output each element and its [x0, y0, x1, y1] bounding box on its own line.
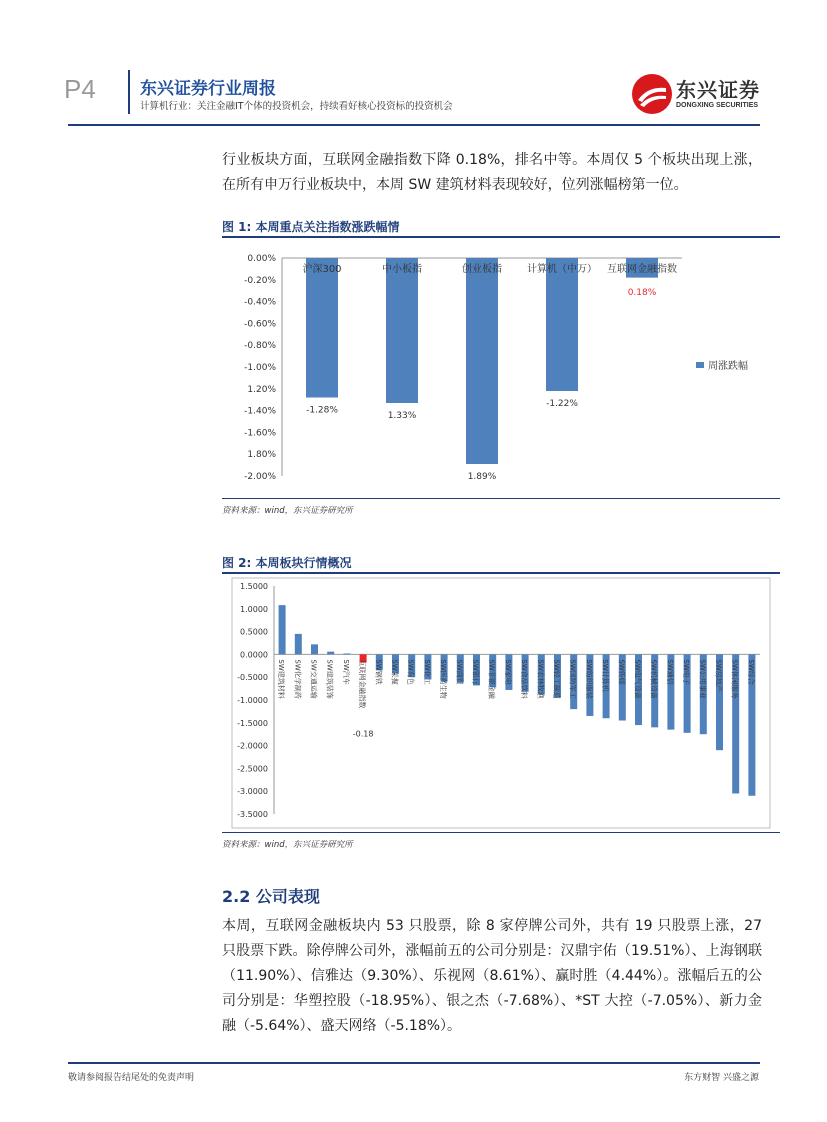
fig2-bar — [327, 652, 334, 655]
fig1-chart — [222, 240, 780, 496]
fig2-bar — [279, 605, 286, 654]
fig2-bar — [311, 644, 318, 654]
fig1-category-label: 创业板指 — [462, 264, 502, 275]
fig1-ytick-label: 0.00% — [247, 254, 276, 264]
fig1-bar — [546, 258, 578, 391]
fig2-category-label: SW商贸 — [455, 659, 464, 685]
fig1-bar — [386, 258, 418, 403]
fig2-ytick-label: -1.5000 — [237, 718, 268, 728]
fig1-data-label: -1.28% — [306, 405, 338, 416]
fig1-bar — [306, 258, 338, 398]
fig2-category-label: SW公用事业 — [698, 659, 707, 699]
fig2-title-rule — [222, 572, 780, 574]
fig2-category-label: SW农林牧渔 — [536, 659, 545, 699]
fig1-category-label: 中小板指 — [382, 264, 422, 275]
fig2-category-label: SW有色 — [406, 659, 415, 685]
fig2-category-label: SW计算机 — [601, 659, 610, 692]
header-divider — [128, 70, 130, 114]
fig1-ytick-label: -0.40% — [244, 297, 276, 308]
fig2-source: 资料来源：wind，东兴证券研究所 — [222, 840, 353, 850]
fig2-category-label: SW家电 — [503, 659, 512, 685]
section-heading: 2.2 公司表现 — [222, 887, 320, 906]
fig1-data-label: -1.22% — [546, 398, 578, 409]
fig2-category-label: SW电子 — [682, 659, 691, 685]
logo-text: 东兴证券 — [676, 78, 760, 102]
fig2-category-label: SW建筑装饰 — [325, 659, 334, 699]
fig1-source: 资料来源：wind，东兴证券研究所 — [222, 506, 353, 516]
logo-emblem-icon — [630, 72, 674, 116]
section-paragraph: 本周，互联网金融板块内 53 只股票，除 8 家停牌公司外，共有 19 只股票上涨，27 只股票下跌。除停牌公司外，涨幅前五的公司分别是：汉鼎宇佑（19.51%）、上海钢联（11.90%）、信雅达（9.30%）、乐视网（8.61%）、赢时胜（4.44%）。涨幅后五的公司分别是：华塑控股（-18.95%）、银之杰（-7.68%）、*ST 大控（-7.05%）、新力金融（-5.64%）、盛天网络（-5.18%）。 — [222, 918, 762, 1034]
fig2-title: 图 2: 本周板块行情概况 — [222, 556, 352, 570]
fig2-bar — [295, 634, 302, 655]
fig2-ytick-label: -3.0000 — [237, 787, 268, 797]
fig2-ytick-label: 1.5000 — [240, 582, 268, 591]
fig2-category-label: SW银行 — [471, 659, 480, 685]
fig1-ytick-label: -1.40% — [244, 406, 276, 417]
footer-slogan: 东方财智 兴盛之源 — [684, 1073, 759, 1083]
fig1-category-label: 沪深300 — [302, 264, 342, 275]
intro-paragraph: 行业板块方面，互联网金融指数下降 0.18%，排名中等。本周仅 5 个板块出现上涨，在所有申万行业板块中，本周 SW 建筑材料表现较好，位列涨幅榜第一位。 — [222, 152, 762, 193]
fig1-data-label: 1.33% — [387, 410, 417, 421]
fig2-category-label: SW交通运输 — [309, 659, 318, 699]
fig2-ytick-label: 0.5000 — [240, 627, 268, 637]
report-subtitle: 计算机行业：关注金融IT个体的投资机会，持续看好核心投资标的投资机会 — [140, 101, 453, 112]
fig1-legend-swatch — [696, 362, 704, 368]
fig2-category-label: SW钢铁 — [374, 659, 383, 685]
fig2-ytick-label: -2.0000 — [237, 741, 268, 751]
fig2-ytick-label: -3.5000 — [237, 810, 268, 819]
fig1-title-rule — [222, 236, 780, 238]
fig2-category-label: SW非银金融 — [487, 659, 496, 699]
fig1-category-label: 计算机（中万） — [527, 264, 597, 275]
fig1-title: 图 1: 本周重点关注指数涨跌幅情 — [222, 220, 400, 234]
fig2-category-label: SW通信 — [665, 659, 674, 685]
company-logo — [630, 72, 760, 116]
fig1-category-label: 互联网金融指数 — [607, 264, 677, 275]
footer-disclaimer: 敬请参阅报告结尾处的免责声明 — [68, 1073, 195, 1083]
fig2-ytick-label: -0.5000 — [237, 673, 268, 683]
fig1-data-label: 1.89% — [467, 472, 497, 483]
fig2-category-label: SW医药生物 — [439, 659, 448, 699]
fig2-category-label: SW传媒 — [617, 659, 626, 685]
fig1-bottom-rule — [222, 498, 780, 499]
fig1-ytick-label: -2.00% — [244, 472, 276, 482]
fig2-category-label: SW电气设备 — [633, 659, 642, 699]
fig2-category-label: SW国防军工 — [568, 659, 577, 699]
fig1-ytick-label: -0.20% — [244, 275, 276, 286]
fig2-category-label: SW采掘 — [390, 659, 399, 685]
fig2-category-label: SW化学制药 — [293, 659, 302, 699]
fig2-category-label: SW机械设备 — [649, 659, 658, 699]
page-number: P4 — [64, 74, 96, 104]
fig2-category-label: SW食品饮料 — [520, 659, 529, 699]
fig2-category-label: SW房地产 — [714, 659, 723, 692]
fig2-ytick-label: -2.5000 — [237, 764, 268, 774]
fig1-bar — [466, 258, 498, 464]
fig2-highlight-label: -0.18 — [352, 729, 374, 739]
fig2-category-label: SW汽车 — [341, 659, 350, 685]
fig2-category-label: SW综合 — [746, 659, 755, 685]
fig1-ytick-label: -1.00% — [244, 363, 276, 373]
footer-rule — [68, 1062, 760, 1064]
fig2-category-label: SW化工 — [422, 659, 431, 685]
logo-en-text: DONGXING SECURITIES — [676, 102, 759, 109]
fig2-chart — [222, 576, 780, 832]
fig1-ytick-label: -0.60% — [244, 319, 276, 330]
fig2-ytick-label: 1.0000 — [240, 604, 268, 614]
fig1-ytick-label: 1.80% — [247, 450, 276, 461]
fig2-bottom-rule — [222, 832, 780, 833]
fig2-category-label: SW休闲服务 — [730, 659, 739, 699]
fig1-ytick-label: -1.60% — [244, 428, 276, 439]
fig1-data-label: 0.18% — [627, 288, 657, 298]
report-title: 东兴证券行业周报 — [140, 79, 276, 99]
fig1-ytick-label: -0.80% — [244, 341, 276, 352]
fig2-category-label: SW纺织服装 — [584, 659, 593, 699]
fig1-legend-label: 周涨跌幅 — [708, 361, 748, 372]
fig2-bar — [343, 653, 350, 654]
fig2-ytick-label: 0.0000 — [240, 650, 268, 660]
header-rule — [68, 124, 760, 126]
fig2-category-label: SW轻工制造 — [552, 659, 561, 699]
fig2-category-label: SW建筑材料 — [277, 659, 286, 699]
fig2-ytick-label: -1.0000 — [237, 696, 268, 705]
fig2-category-label: 互联网金融指数 — [358, 659, 367, 709]
fig1-ytick-label: 1.20% — [247, 384, 276, 395]
